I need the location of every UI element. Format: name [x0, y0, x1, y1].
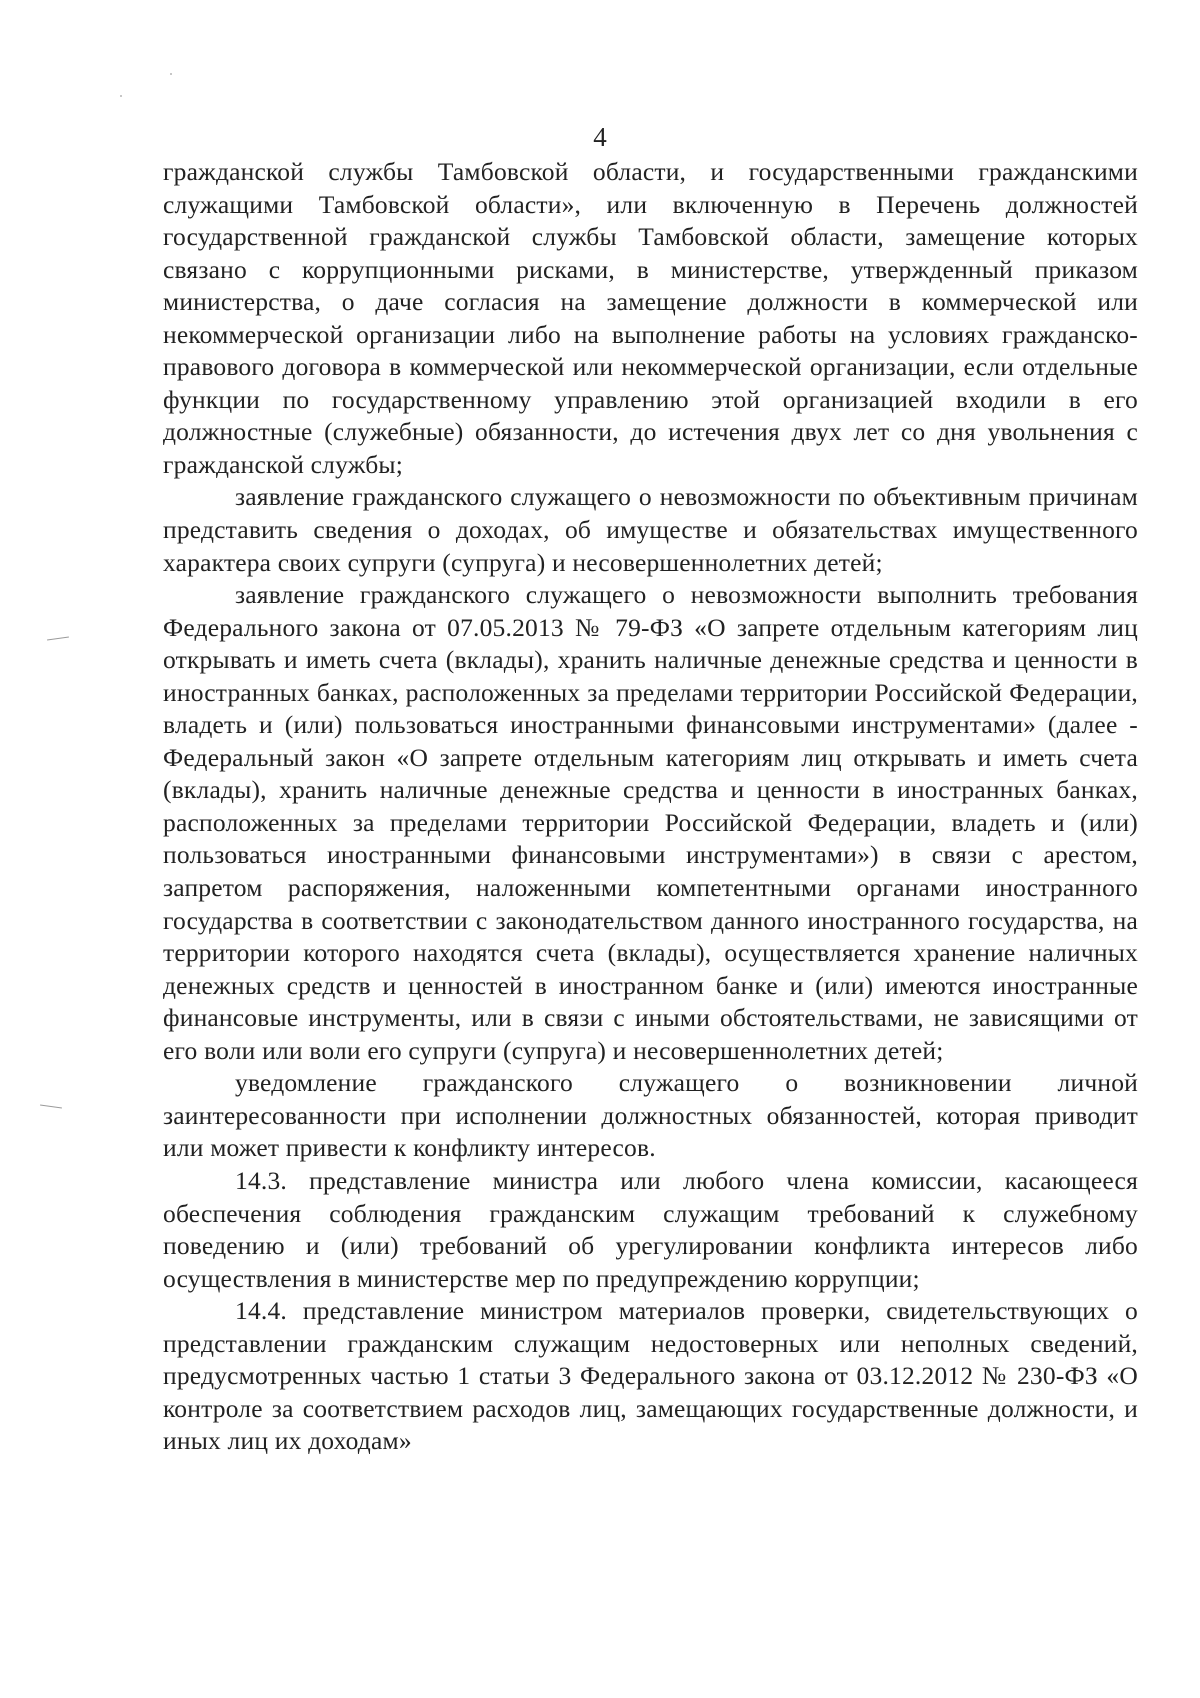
paragraph-statement-foreign-accounts: заявление гражданского служащего о невозможности выполнить требования Федерального закона от 07.05.2013 № 79-ФЗ «О запрете отдельным категориям лиц открывать и иметь счета (вклады), хранить наличные денежные средства и ценности в иностранных банках, расположенных за пределами территории Российской Федерации, владеть и (или) пользоваться иностранными финансовыми инструментами» (далее - Федеральный закон «О запрете отдельным категориям лиц открывать и иметь счета (вклады), хранить наличные денежные средства и ценности в иностранных банках, расположенных за пределами территории Российской Федерации, владеть и (или) пользоваться иностранными финансовыми инструментами») в связи с арестом, запретом распоряжения, наложенными компетентными органами иностранного государства в соответствии с законодательством данного иностранного государства, на территории которого находятся счета (вклады), осуществляется хранение наличных денежных средств и ценностей в иностранном банке и (или) имеются иностранные финансовые инструменты, или в связи с иными обстоятельствами, не зависящими от его воли или воли его супруги (супруга) и несовершеннолетних детей;	[163, 580, 1138, 1065]
scan-mark	[40, 1104, 62, 1108]
scan-mark	[47, 636, 69, 640]
paragraph-item-14-4: 14.4. представление министром материалов проверки, свидетельствующих о представлении гражданским служащим недостоверных или неполных сведений, предусмотренных частью 1 статьи 3 Федерального закона от 03.12.2012 № 230-ФЗ «О контроле за соответствием расходов лиц, замещающих государственные должности, и иных лиц их доходам»	[163, 1296, 1138, 1456]
scan-speck	[120, 95, 122, 97]
document-body	[163, 156, 1138, 1458]
scan-speck	[170, 73, 172, 75]
paragraph-notification-conflict: уведомление гражданского служащего о возникновении личной заинтересованности при исполнении должностных обязанностей, которая приводит или может привести к конфликту интересов.	[163, 1068, 1138, 1163]
paragraph-continuation: гражданской службы Тамбовской области, и государственными гражданскими служащими Тамбовской области», или включенную в Перечень должностей государственной гражданской службы Тамбовской области, замещение которых связано с коррупционными рисками, в министерстве, утвержденный приказом министерства, о даче согласия на замещение должности в коммерческой или некоммерческой организации либо на выполнение работы на условиях гражданско-правового договора в коммерческой или некоммерческой организации, если отдельные функции по государственному управлению этой организацией входили в его должностные (служебные) обязанности, до истечения двух лет со дня увольнения с гражданской службы;	[163, 157, 1138, 479]
paragraph-item-14-3: 14.3. представление министра или любого члена комиссии, касающееся обеспечения соблюдения гражданским служащим требований к служебному поведению и (или) требований об урегулировании конфликта интересов либо осуществления в министерстве мер по предупреждению коррупции;	[163, 1165, 1138, 1293]
paragraph-statement-income: заявление гражданского служащего о невозможности по объективным причинам представить сведения о доходах, об имуществе и обязательствах имущественного характера своих супруги (супруга) и несовершеннолетних детей;	[163, 482, 1138, 577]
page-number: 4	[593, 122, 607, 152]
